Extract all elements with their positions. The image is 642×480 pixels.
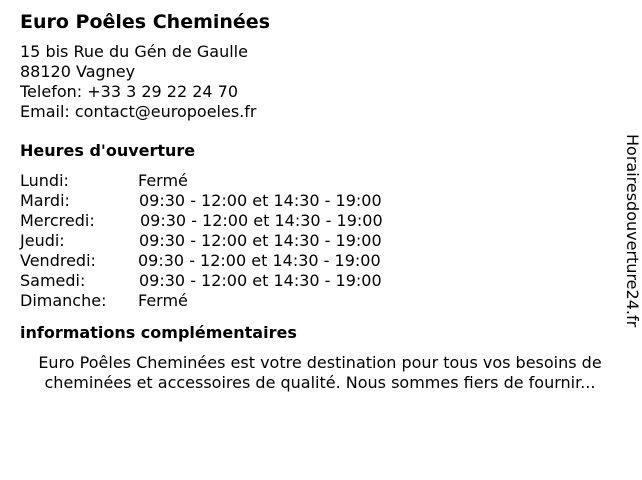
hours-row-dimanche [20,291,620,311]
phone-number: Telefon: +33 3 29 22 24 70 [20,82,239,101]
street-address: 15 bis Rue du Gén de Gaulle [20,42,248,61]
info-heading: informations complémentaires [20,323,297,342]
day-label: Vendredi: [20,251,96,270]
day-hours: 09:30 - 12:00 et 14:30 - 19:00 [139,271,382,290]
hours-row-mardi [20,191,620,211]
day-label: Samedi: [20,271,86,290]
day-label: Mercredi: [20,211,95,230]
hours-row-jeudi [20,231,620,251]
day-label: Lundi: [20,171,69,190]
hours-row-samedi [20,271,620,291]
day-hours: 09:30 - 12:00 et 14:30 - 19:00 [139,231,382,250]
email-address: Email: contact@europoeles.fr [20,102,257,121]
day-hours: Fermé [138,171,188,190]
day-label: Jeudi: [20,231,65,250]
postal-city: 88120 Vagney [20,62,136,81]
day-label: Dimanche: [20,291,107,310]
day-hours: 09:30 - 12:00 et 14:30 - 19:00 [139,191,382,210]
business-name: Euro Poêles Cheminées [20,11,271,33]
day-hours: Fermé [138,291,188,310]
hours-heading: Heures d'ouverture [20,141,196,160]
hours-table [20,171,620,311]
hours-row-lundi [20,171,620,191]
day-label: Mardi: [20,191,70,210]
hours-row-mercredi [20,211,620,231]
description-line-1: Euro Poêles Cheminées est votre destination pour tous vos besoins de [38,353,602,372]
business-card [20,10,620,393]
day-hours: 09:30 - 12:00 et 14:30 - 19:00 [138,251,381,270]
hours-row-vendredi [20,251,620,271]
day-hours: 09:30 - 12:00 et 14:30 - 19:00 [140,211,383,230]
description-line-2: cheminées et accessoires de qualité. Nous sommes fiers de fournir... [44,373,596,392]
site-watermark: Horairesdouverture24.fr [623,134,642,328]
